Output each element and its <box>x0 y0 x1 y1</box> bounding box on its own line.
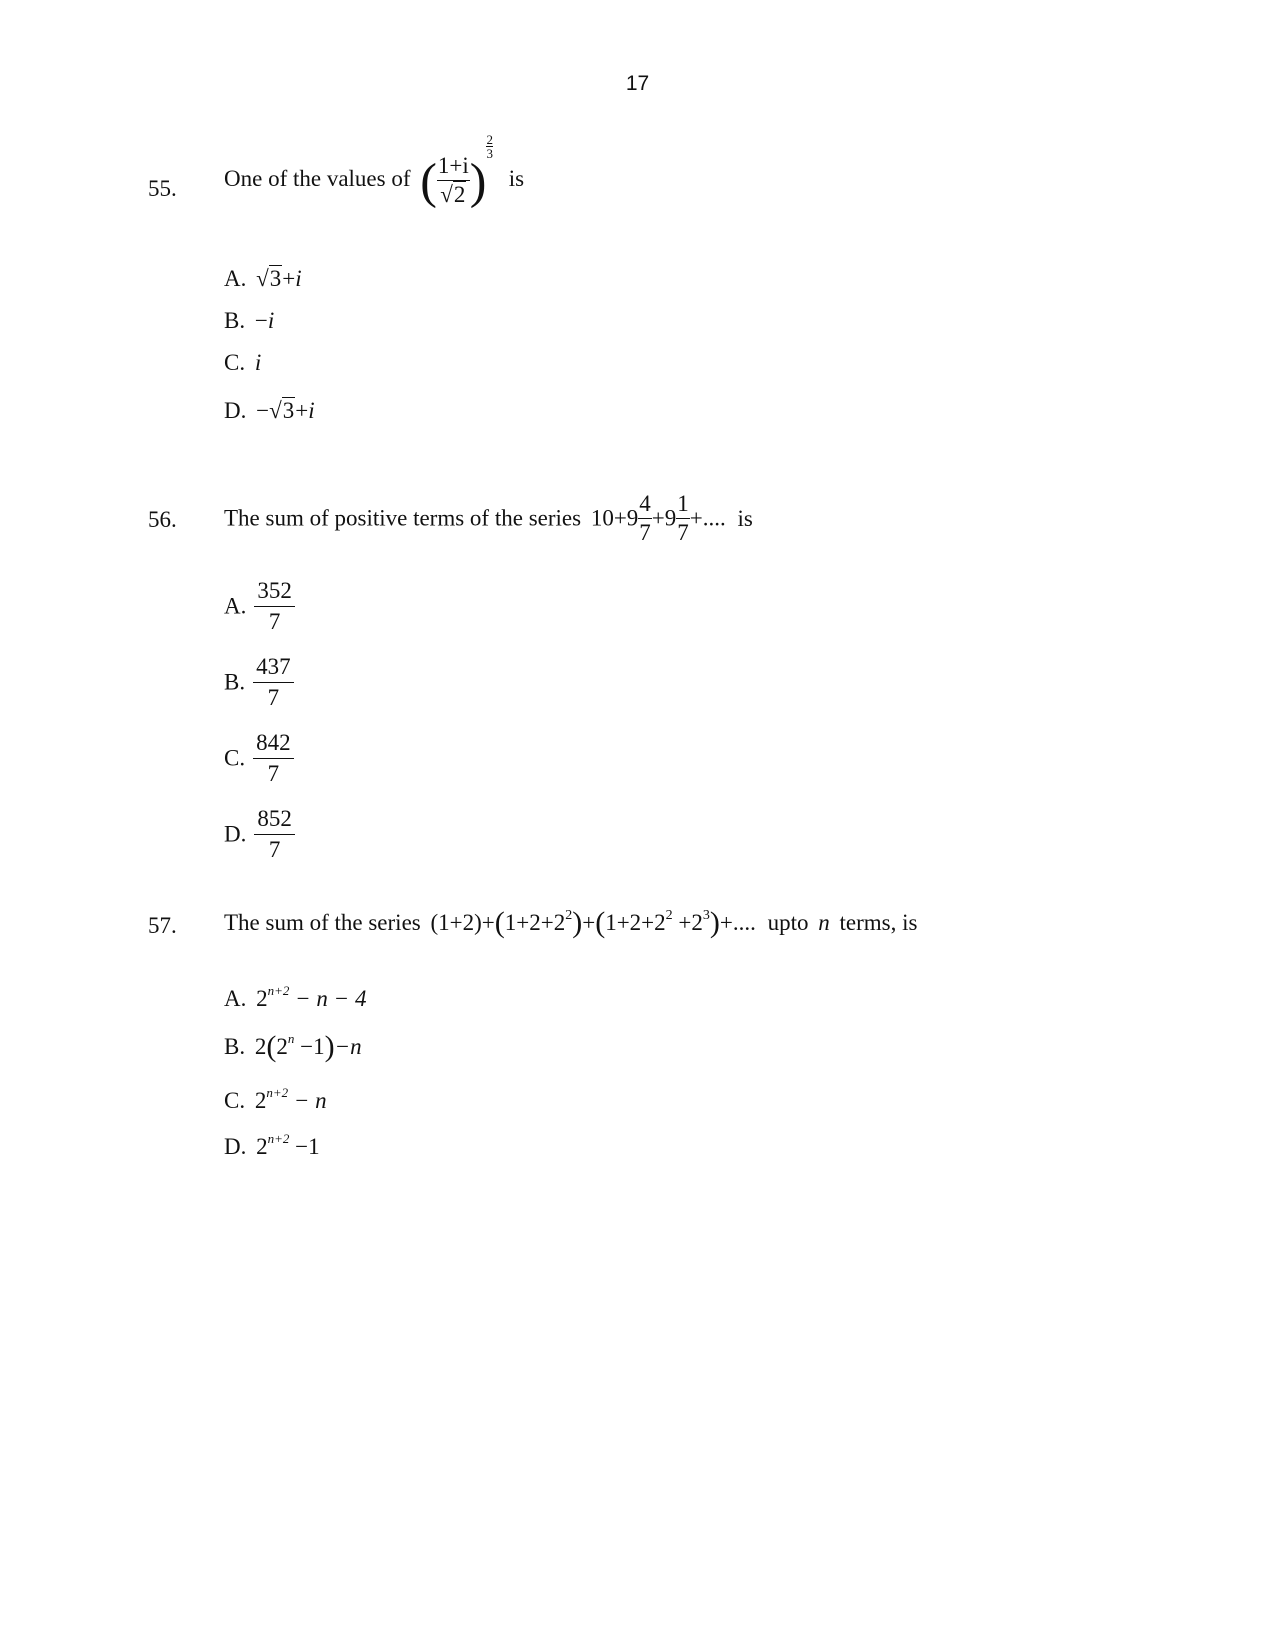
math-expression: 10+9 $\frac{4}{7}$ +9 $\frac{1}{7}$ +.... <box>590 491 726 545</box>
option-c: C. $\frac{842}{7}$ <box>224 728 294 789</box>
question-text <box>224 490 753 547</box>
option-b: B. $\frac{437}{7}$ <box>224 652 294 713</box>
option-d: D. $2^{n+2} -1$ <box>224 1131 320 1159</box>
option-a: A. $\frac{352}{7}$ <box>224 576 295 637</box>
math-expression: $(1+2)+(1+2+2^2)+(1+2+2^2 +2^3)+$.... <box>430 906 756 939</box>
option-d: D. −√3+i <box>224 398 315 423</box>
math-expression: ( $\frac{1+i}{√2}$ ) $\frac{2}{3}$ <box>420 131 493 209</box>
option-b: B. −i <box>224 308 275 333</box>
question-prompt: The sum of positive terms of the series <box>224 505 582 531</box>
question-number: 55. <box>148 176 177 201</box>
option-b: B. $2(2^n -1)-n$ <box>224 1030 362 1063</box>
option-d: D. $\frac{852}{7}$ <box>224 804 295 865</box>
question-number: 57. <box>148 913 177 938</box>
question-suffix: is <box>737 505 753 531</box>
option-c: C. i <box>224 350 262 375</box>
option-c: C. $2^{n+2} - n$ <box>224 1085 327 1113</box>
question-suffix: is <box>508 165 525 191</box>
question-prompt: The sum of the series <box>224 910 421 935</box>
question-prompt: One of the values of <box>224 165 411 191</box>
question-number: 56. <box>148 507 177 532</box>
question-text <box>224 131 525 209</box>
option-a: A. √3+i <box>224 266 302 291</box>
page-number: 17 <box>625 72 650 95</box>
question-text: The sum of the series $(1+2)+(1+2+2^2)+(1+2+2^2 +2^3)+$.... upto n terms, is <box>224 906 918 939</box>
option-a: A. $2^{n+2} - n - 4$ <box>224 983 367 1011</box>
